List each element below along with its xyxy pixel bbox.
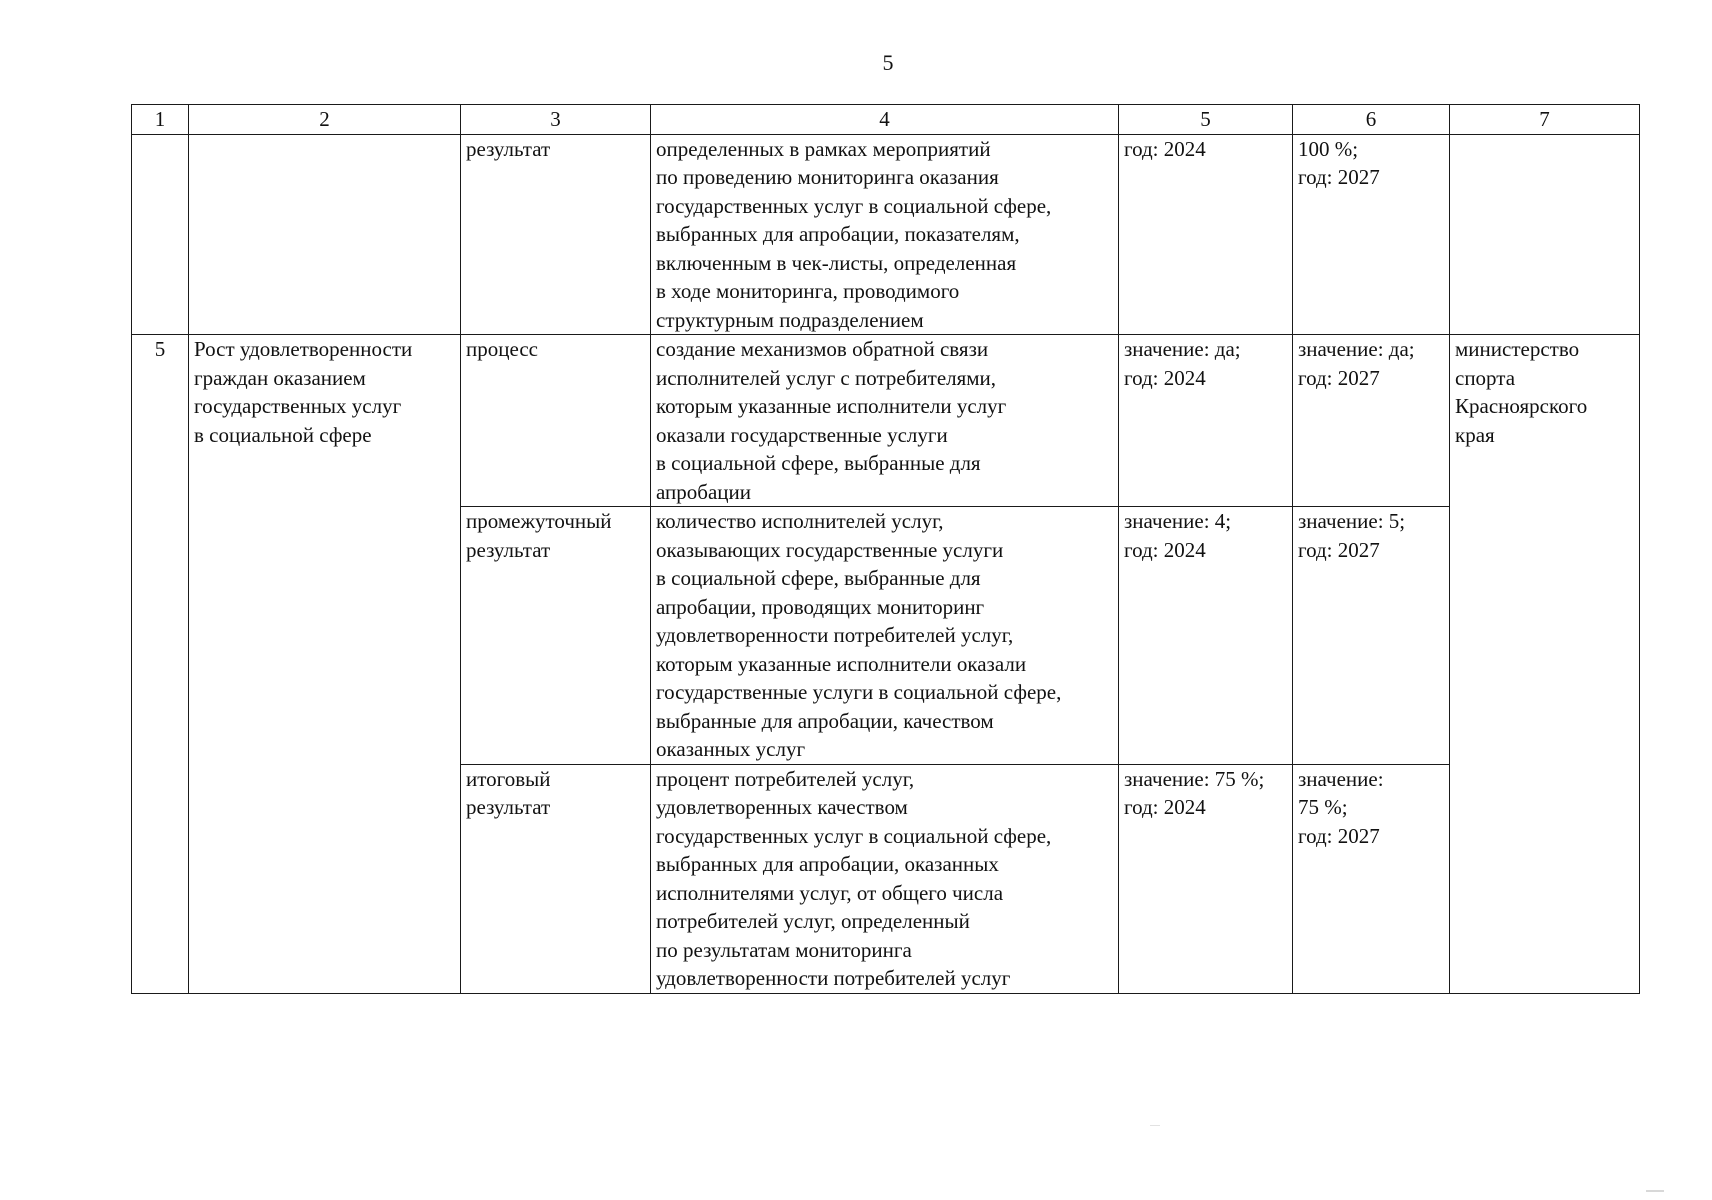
- header-col-7: 7: [1450, 105, 1640, 135]
- process-base-cell: значение: да; год: 2024: [1119, 335, 1293, 507]
- scan-artifact: [1150, 1125, 1160, 1126]
- intermediate-type-cell: промежуточный результат: [461, 507, 651, 765]
- table-header-row: [132, 105, 1640, 135]
- final-description-cell: процент потребителей услуг, удовлетворенных качеством государственных услуг в социальной сфере, выбранных для апробации, оказанных исполнителями услуг, от общего числа потребителей услуг, определенный по результатам мониторинга удовлетворенности потребителей услуг: [651, 764, 1119, 993]
- table-row-continuation: [132, 134, 1640, 335]
- item-name-cell: Рост удовлетворенности граждан оказанием государственных услуг в социальной сфере: [189, 335, 461, 994]
- header-col-2: 2: [189, 105, 461, 135]
- process-type-cell: процесс: [461, 335, 651, 507]
- header-col-5: 5: [1119, 105, 1293, 135]
- item-number-cell: 5: [132, 335, 189, 994]
- header-col-3: 3: [461, 105, 651, 135]
- cont-target-cell: 100 %; год: 2027: [1293, 134, 1450, 335]
- cont-responsible-cell: [1450, 134, 1640, 335]
- page-number: 5: [882, 50, 894, 75]
- process-target-cell: значение: да; год: 2027: [1293, 335, 1450, 507]
- scan-artifact: [1646, 1190, 1664, 1192]
- indicators-table: [131, 104, 1640, 994]
- table-row-process: [132, 335, 1640, 507]
- final-target-cell: значение: 75 %; год: 2027: [1293, 764, 1450, 993]
- cont-type-cell: результат: [461, 134, 651, 335]
- header-col-6: 6: [1293, 105, 1450, 135]
- responsible-cell: министерство спорта Красноярского края: [1450, 335, 1640, 994]
- cont-num-cell: [132, 134, 189, 335]
- final-type-cell: итоговый результат: [461, 764, 651, 993]
- cont-name-cell: [189, 134, 461, 335]
- cont-base-cell: год: 2024: [1119, 134, 1293, 335]
- final-base-cell: значение: 75 %; год: 2024: [1119, 764, 1293, 993]
- header-col-4: 4: [651, 105, 1119, 135]
- intermediate-target-cell: значение: 5; год: 2027: [1293, 507, 1450, 765]
- cont-description-cell: определенных в рамках мероприятий по проведению мониторинга оказания государственных услуг в социальной сфере, выбранных для апробации, показателям, включенным в чек-листы, определенная в ходе мониторинга, проводимого структурным подразделением: [651, 134, 1119, 335]
- intermediate-base-cell: значение: 4; год: 2024: [1119, 507, 1293, 765]
- header-col-1: 1: [132, 105, 189, 135]
- process-description-cell: создание механизмов обратной связи исполнителей услуг с потребителями, которым указанные исполнители услуг оказали государственные услуги в социальной сфере, выбранные для апробации: [651, 335, 1119, 507]
- intermediate-description-cell: количество исполнителей услуг, оказывающих государственные услуги в социальной сфере, выбранные для апробации, проводящих мониторинг удовлетворенности потребителей услуг, которым указанные исполнители оказали государственные услуги в социальной сфере, выбранные для апробации, качеством оказанных услуг: [651, 507, 1119, 765]
